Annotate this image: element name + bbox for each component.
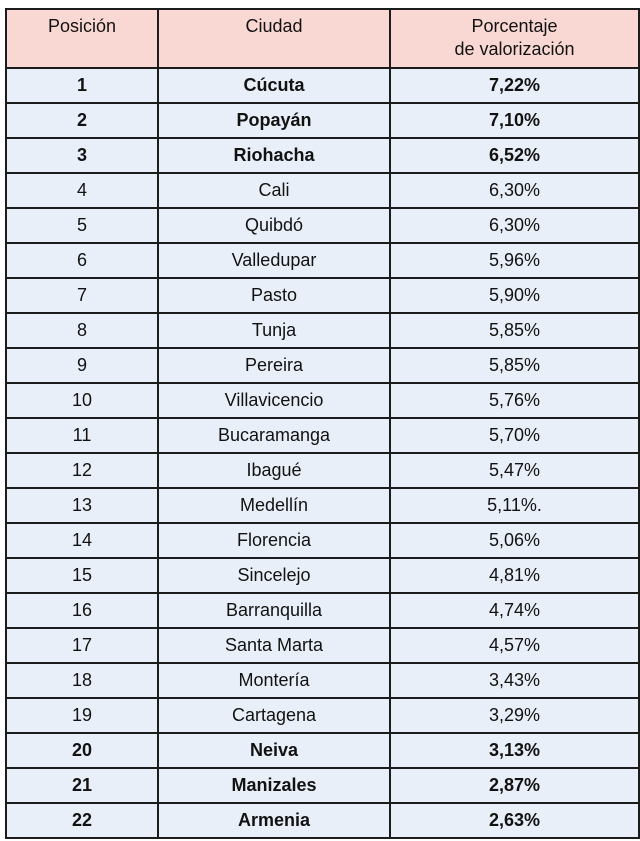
header-city: Ciudad: [158, 9, 390, 68]
percentage-cell: 5,85%: [390, 348, 639, 383]
table-header: [6, 9, 639, 68]
percentage-cell: 5,96%: [390, 243, 639, 278]
city-cell: Florencia: [158, 523, 390, 558]
position-cell: 14: [6, 523, 158, 558]
table-row: [6, 278, 639, 313]
city-cell: Popayán: [158, 103, 390, 138]
header-row: [6, 9, 639, 68]
table-row: [6, 208, 639, 243]
city-cell: Pereira: [158, 348, 390, 383]
percentage-cell: 6,52%: [390, 138, 639, 173]
city-cell: Armenia: [158, 803, 390, 838]
position-cell: 15: [6, 558, 158, 593]
position-cell: 19: [6, 698, 158, 733]
city-cell: Cúcuta: [158, 68, 390, 103]
percentage-cell: 5,06%: [390, 523, 639, 558]
percentage-cell: 5,85%: [390, 313, 639, 348]
position-cell: 4: [6, 173, 158, 208]
city-cell: Manizales: [158, 768, 390, 803]
position-cell: 10: [6, 383, 158, 418]
position-cell: 18: [6, 663, 158, 698]
position-cell: 6: [6, 243, 158, 278]
position-cell: 17: [6, 628, 158, 663]
header-percentage-line2: de valorización: [454, 38, 575, 59]
position-cell: 20: [6, 733, 158, 768]
city-cell: Barranquilla: [158, 593, 390, 628]
percentage-cell: 2,87%: [390, 768, 639, 803]
percentage-cell: 7,22%: [390, 68, 639, 103]
city-cell: Bucaramanga: [158, 418, 390, 453]
city-cell: Santa Marta: [158, 628, 390, 663]
percentage-cell: 7,10%: [390, 103, 639, 138]
percentage-cell: 3,43%: [390, 663, 639, 698]
percentage-cell: 5,11%.: [390, 488, 639, 523]
table-row: [6, 138, 639, 173]
percentage-cell: 5,90%: [390, 278, 639, 313]
table-row: [6, 523, 639, 558]
table-row: [6, 803, 639, 838]
position-cell: 9: [6, 348, 158, 383]
position-cell: 1: [6, 68, 158, 103]
percentage-cell: 4,81%: [390, 558, 639, 593]
position-cell: 8: [6, 313, 158, 348]
city-cell: Cali: [158, 173, 390, 208]
percentage-cell: 3,29%: [390, 698, 639, 733]
city-cell: Neiva: [158, 733, 390, 768]
table-row: [6, 593, 639, 628]
percentage-cell: 3,13%: [390, 733, 639, 768]
position-cell: 13: [6, 488, 158, 523]
percentage-cell: 2,63%: [390, 803, 639, 838]
city-cell: Sincelejo: [158, 558, 390, 593]
position-cell: 7: [6, 278, 158, 313]
header-percentage: [390, 9, 639, 68]
table-row: [6, 243, 639, 278]
table-row: [6, 663, 639, 698]
table-row: [6, 383, 639, 418]
table-row: [6, 68, 639, 103]
city-cell: Quibdó: [158, 208, 390, 243]
percentage-cell: 5,76%: [390, 383, 639, 418]
city-cell: Villavicencio: [158, 383, 390, 418]
table-row: [6, 628, 639, 663]
percentage-cell: 6,30%: [390, 173, 639, 208]
table-row: [6, 698, 639, 733]
position-cell: 21: [6, 768, 158, 803]
percentage-cell: 6,30%: [390, 208, 639, 243]
position-cell: 22: [6, 803, 158, 838]
city-cell: Medellín: [158, 488, 390, 523]
table-row: [6, 453, 639, 488]
table-row: [6, 733, 639, 768]
valorization-table: [5, 8, 640, 839]
percentage-cell: 5,47%: [390, 453, 639, 488]
header-percentage-line1: Porcentaje: [471, 16, 558, 36]
table-row: [6, 103, 639, 138]
percentage-cell: 4,74%: [390, 593, 639, 628]
position-cell: 5: [6, 208, 158, 243]
position-cell: 12: [6, 453, 158, 488]
position-cell: 16: [6, 593, 158, 628]
city-cell: Montería: [158, 663, 390, 698]
percentage-cell: 4,57%: [390, 628, 639, 663]
city-cell: Tunja: [158, 313, 390, 348]
table-row: [6, 313, 639, 348]
position-cell: 3: [6, 138, 158, 173]
table-row: [6, 348, 639, 383]
city-cell: Valledupar: [158, 243, 390, 278]
table-body: [6, 68, 639, 838]
position-cell: 11: [6, 418, 158, 453]
position-cell: 2: [6, 103, 158, 138]
city-cell: Pasto: [158, 278, 390, 313]
city-cell: Cartagena: [158, 698, 390, 733]
city-cell: Riohacha: [158, 138, 390, 173]
table-row: [6, 418, 639, 453]
table-row: [6, 768, 639, 803]
table-row: [6, 488, 639, 523]
table-row: [6, 173, 639, 208]
table-row: [6, 558, 639, 593]
city-cell: Ibagué: [158, 453, 390, 488]
header-position: Posición: [6, 9, 158, 68]
percentage-cell: 5,70%: [390, 418, 639, 453]
